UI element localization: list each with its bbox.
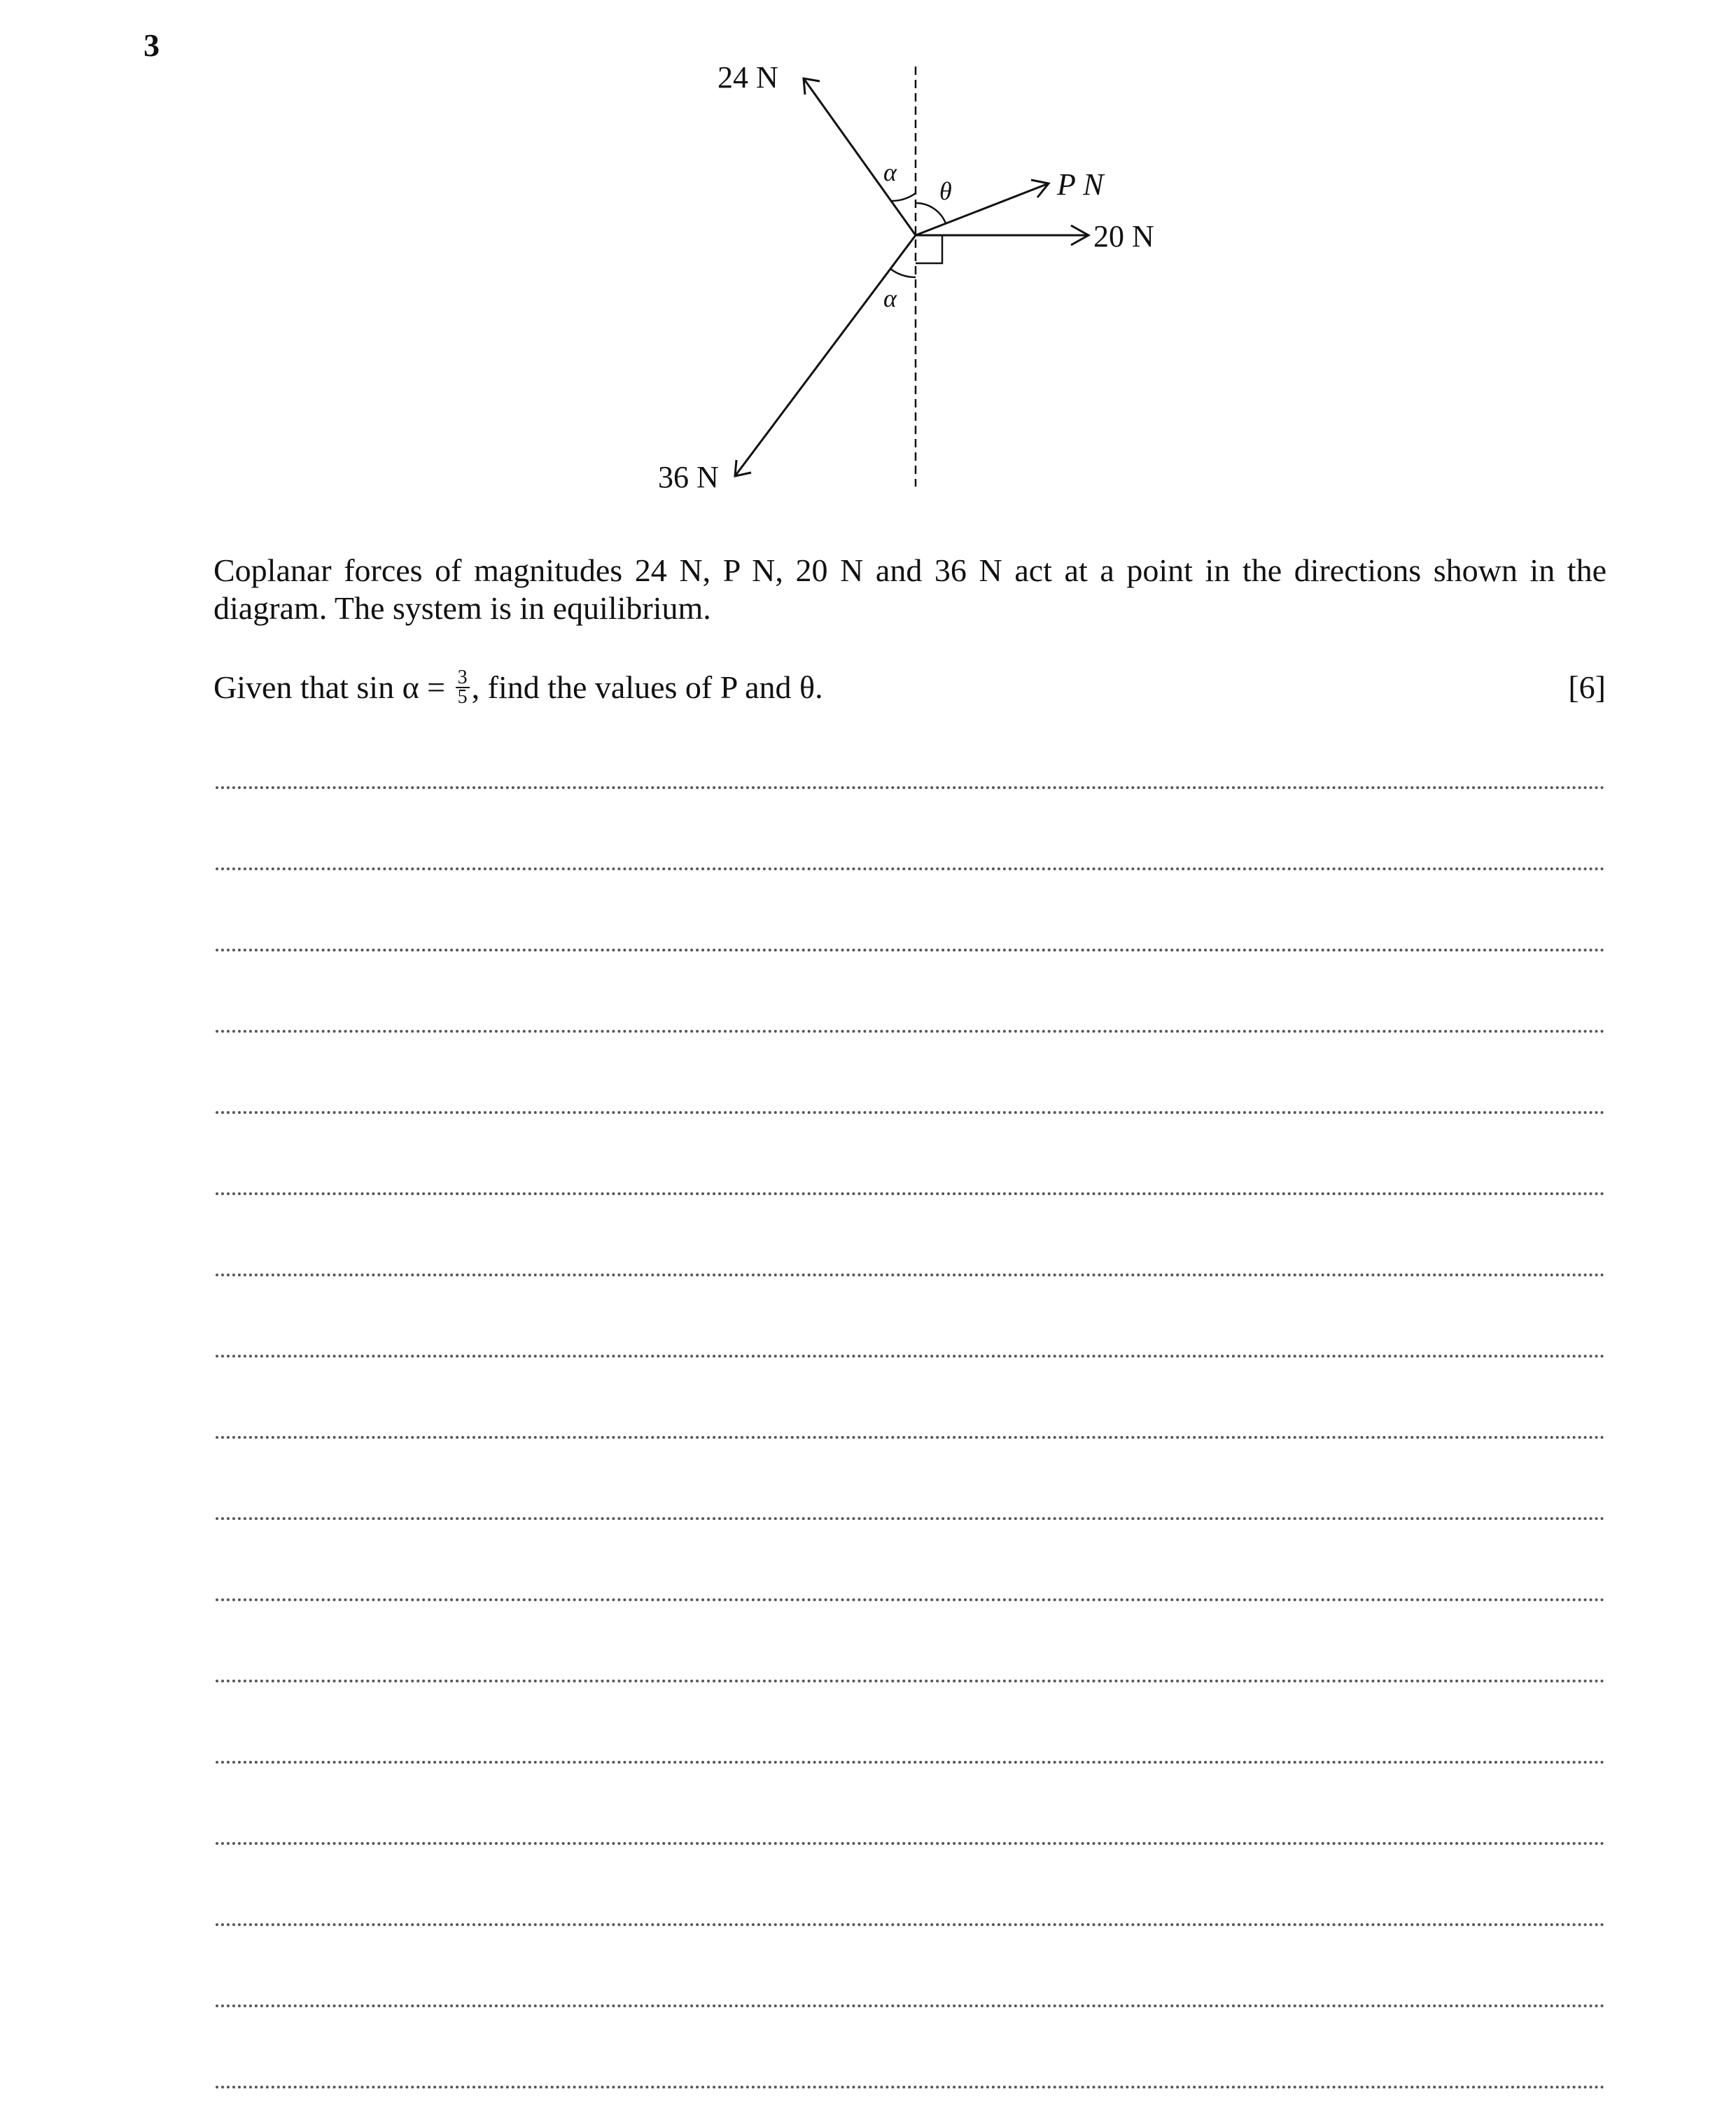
question-paragraph: Coplanar forces of magnitudes 24 N, P N, 20 N and 36 N act at a point in the directions shown in the diagram. The system is in equilibrium. xyxy=(214,552,1606,626)
answer-line[interactable] xyxy=(216,1923,1605,1926)
alpha-top-arc xyxy=(891,193,916,201)
alpha-bottom-arc xyxy=(890,269,916,277)
fraction-denominator: 5 xyxy=(457,686,468,709)
answer-line[interactable] xyxy=(216,1030,1605,1033)
label-alpha-top: α xyxy=(883,158,897,186)
fraction-three-fifths xyxy=(456,667,470,709)
answer-line[interactable] xyxy=(216,1192,1605,1195)
marks-allocation: [6] xyxy=(1568,669,1606,705)
label-force-36: 36 N xyxy=(658,460,719,494)
answer-line[interactable] xyxy=(216,949,1605,951)
force-36-line xyxy=(735,235,916,476)
answer-line[interactable] xyxy=(216,1111,1605,1114)
label-theta: θ xyxy=(939,177,952,205)
force-24-line xyxy=(804,78,916,235)
question-number: 3 xyxy=(144,27,160,63)
force-diagram xyxy=(0,0,1736,532)
answer-line[interactable] xyxy=(216,1842,1605,1845)
given-suffix: , find the values of P and θ. xyxy=(471,669,823,705)
fraction-numerator: 3 xyxy=(456,669,470,688)
answer-line[interactable] xyxy=(216,1274,1605,1276)
answer-line[interactable] xyxy=(216,2004,1605,2007)
label-alpha-bottom: α xyxy=(883,284,897,312)
answer-line[interactable] xyxy=(216,1761,1605,1764)
question-instruction xyxy=(214,669,1606,709)
answer-line[interactable] xyxy=(216,2086,1605,2088)
theta-arc xyxy=(916,203,946,223)
right-angle-marker xyxy=(916,235,942,263)
answer-line[interactable] xyxy=(216,786,1605,789)
answer-line[interactable] xyxy=(216,1680,1605,1682)
answer-line[interactable] xyxy=(216,1355,1605,1358)
answer-line[interactable] xyxy=(216,1436,1605,1439)
given-prefix: Given that sin α = xyxy=(214,669,454,705)
label-force-24: 24 N xyxy=(718,60,778,95)
answer-line[interactable] xyxy=(216,867,1605,870)
label-force-20: 20 N xyxy=(1093,219,1154,253)
label-force-p: P N xyxy=(1057,167,1104,202)
answer-line[interactable] xyxy=(216,1517,1605,1520)
answer-line[interactable] xyxy=(216,1598,1605,1601)
